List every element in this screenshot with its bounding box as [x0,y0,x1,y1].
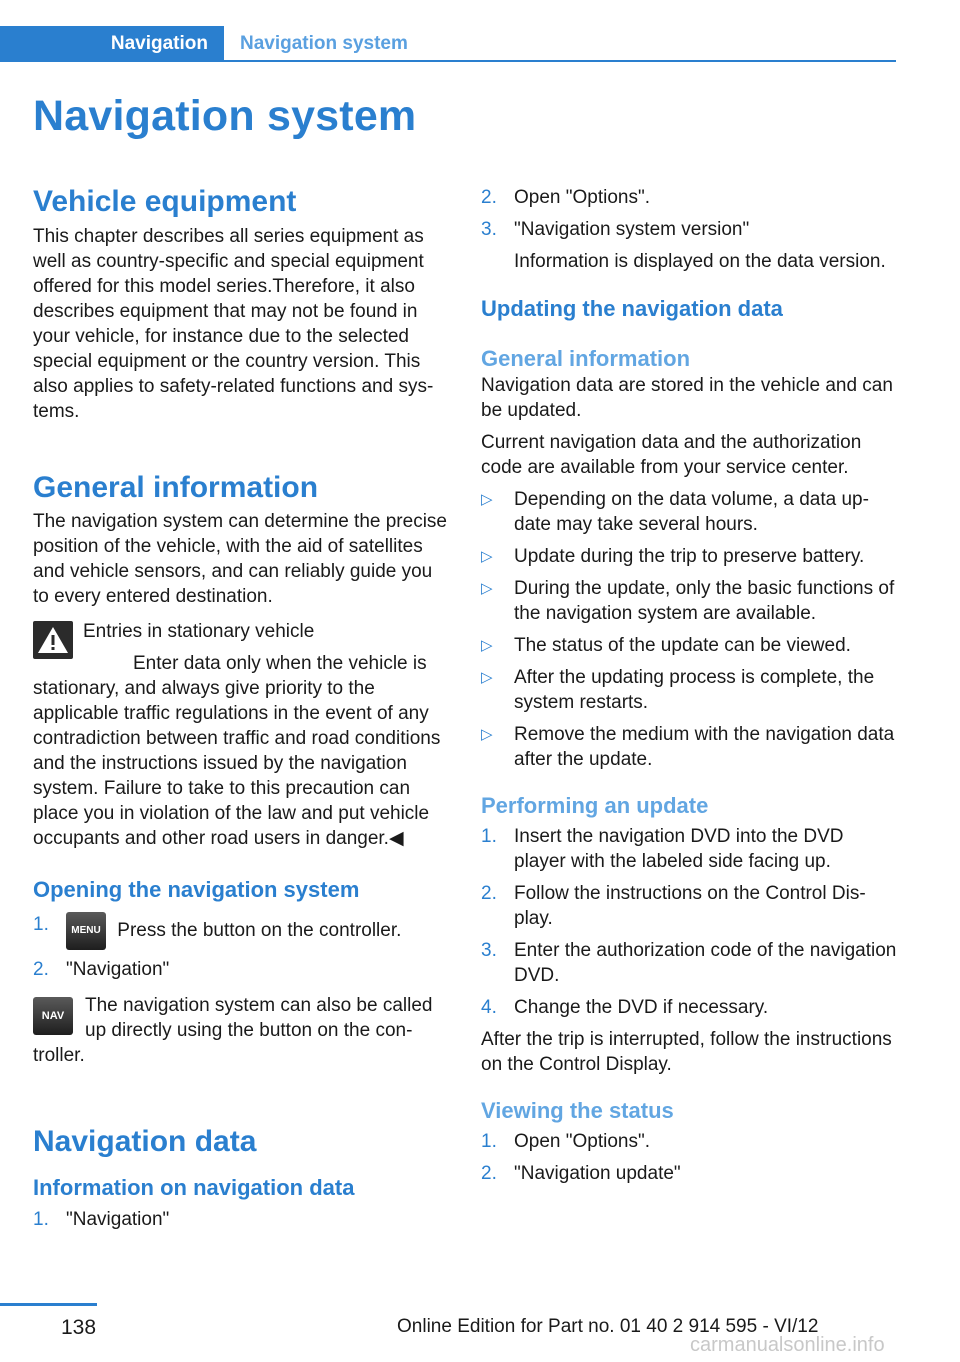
step-text: Follow the instructions on the Control Display. [514,883,866,929]
bullet-text: After the updating process is complete, the system restarts. [514,667,875,713]
step-number: 1. [481,826,497,847]
bullet-triangle-icon: ▷ [481,491,493,508]
navigation-data-heading: Navigation data [33,1125,257,1158]
step-text: Insert the navigation DVD into the DVD player with the labeled side facing up. [514,826,844,872]
list-item [481,995,897,1020]
list-item [481,185,897,210]
page-number: 138 [61,1316,97,1339]
step-text: Press the button on the controller. [117,920,402,942]
step-number: 1. [33,1209,49,1230]
bullet-text: During the update, only the basic functions of the navigation system are available. [514,578,895,624]
nav-note-block [33,993,449,1068]
bullet-text: The status of the update can be viewed. [514,635,851,656]
list-item [481,938,897,988]
list-item [481,824,897,874]
warning-icon [33,621,73,659]
warning-body: Enter data only when the vehicle is stationary, and always give priority to the applicable traffic regulations in the event of any contradiction between traffic and road conditions and the instructions issued by the navigation system. Failure to take to this precaution can place you in violation of the law and put vehicle occupants and other road users in danger.◀ [33,653,441,849]
header-rule [224,60,896,62]
nav-button-icon: NAV [33,997,73,1035]
list-item [33,912,449,950]
header-subsection-tab[interactable]: Navigation system [240,33,408,54]
updating-heading: Updating the navigation data [481,296,783,321]
step-number: 3. [481,940,497,961]
list-item [481,881,897,931]
updating-paragraph: Navigation data are stored in the vehicle and can be updated. [481,375,893,421]
performing-after: After the trip is interrupted, follow the instructions on the Control Display. [481,1029,892,1075]
general-information-heading: General information [33,471,319,504]
step-text: "Navigation system version" [514,219,750,240]
right-column [481,185,897,1186]
step-number: 1. [481,1131,497,1152]
step-number: 1. [33,914,49,935]
list-item [481,217,897,242]
bullet-item [481,576,897,626]
left-column [33,184,449,1232]
page-title: Navigation system [33,92,417,140]
bullet-item [481,544,897,569]
bullet-text: Remove the medium with the navigation data after the update. [514,724,895,770]
bullet-text: Depending on the data volume, a data update may take several hours. [514,489,869,535]
updating-general-heading: General information [481,346,691,371]
warning-block [33,619,449,851]
general-information-body: The navigation system can determine the precise position of the vehicle, with the aid of satellites and vehicle sensors, and can reliably guide you to every entered destination. [33,511,447,607]
performing-heading: Performing an update [481,793,709,818]
vehicle-equipment-heading: Vehicle equipment [33,185,297,218]
list-item [481,1161,897,1186]
step-number: 2. [481,1163,497,1184]
step-note: Information is displayed on the data version. [514,251,886,272]
step-text: Enter the authorization code of the navigation DVD. [514,940,897,986]
bullet-triangle-icon: ▷ [481,726,493,743]
bullet-triangle-icon: ▷ [481,548,493,565]
opening-heading: Opening the navigation system [33,877,360,902]
warning-title: Entries in stationary vehicle [83,621,315,642]
bullet-triangle-icon: ▷ [481,637,493,654]
bullet-triangle-icon: ▷ [481,580,493,597]
watermark: carmanualsonline.info [690,1334,885,1356]
list-item [481,1129,897,1154]
bullet-text: Update during the trip to preserve battery. [514,546,865,567]
step-number: 2. [481,187,497,208]
list-item [33,1207,449,1232]
menu-button-icon: MENU [66,912,106,950]
step-text: Open "Options". [514,187,651,208]
step-number: 4. [481,997,497,1018]
bullet-item [481,633,897,658]
bullet-item [481,722,897,772]
nav-note: The navigation system can also be called up directly using the button on the controller. [33,995,433,1066]
edition-note: Online Edition for Part no. 01 40 2 914 595 - VI/12 [397,1316,819,1337]
status-heading: Viewing the status [481,1098,674,1123]
step-text: "Navigation" [66,959,170,980]
step-text: Open "Options". [514,1131,651,1152]
step-text: "Navigation update" [514,1163,681,1184]
bullet-item [481,487,897,537]
step-number: 2. [33,959,49,980]
info-navigation-data-heading: Information on navigation data [33,1175,355,1200]
bullet-triangle-icon: ▷ [481,669,493,686]
updating-paragraph: Current navigation data and the authorization code are available from your service center. [481,432,862,478]
list-item [33,957,449,982]
step-text: Change the DVD if necessary. [514,997,769,1018]
bullet-item [481,665,897,715]
step-number: 2. [481,883,497,904]
step-text: "Navigation" [66,1209,170,1230]
vehicle-equipment-body: This chapter describes all series equipment as well as country-specific and special equipment offered for this model series.Therefore, it also describes equipment that may not be found in your vehicle, for instance due to the selected special equipment or the country version. This also applies to safety-related functions and systems. [33,226,434,422]
step-number: 3. [481,219,497,240]
header-section-tab[interactable]: Navigation [0,26,224,62]
footer-rule [0,1303,97,1306]
